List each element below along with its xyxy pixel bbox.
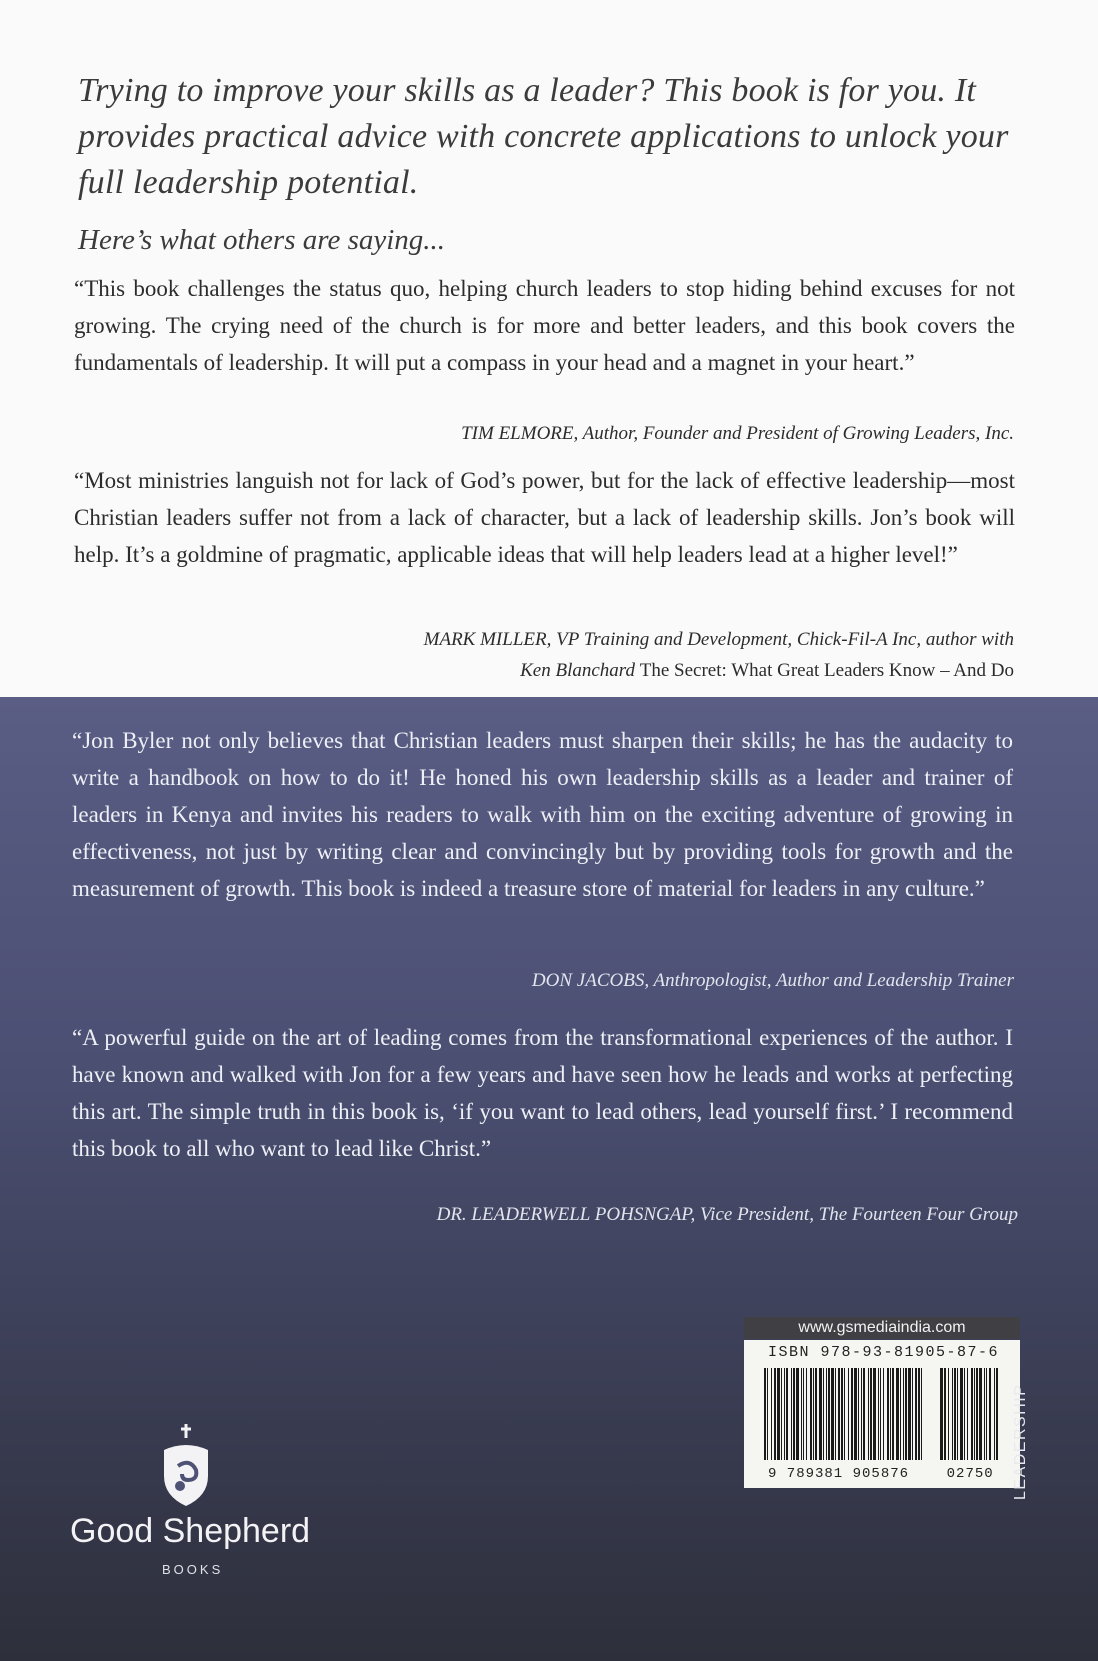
barcode-bar (841, 1368, 843, 1460)
barcode-bar (964, 1368, 965, 1460)
barcode-bar (815, 1368, 817, 1460)
barcode-bar (940, 1368, 943, 1460)
barcode-digits: 9 789381 905876 (768, 1466, 910, 1482)
quote-attribution: TIM ELMORE, Author, Founder and President of Growing Leaders, Inc. (461, 423, 1014, 444)
barcode-bar (767, 1368, 768, 1460)
barcode-bar (967, 1368, 968, 1460)
barcode-bar (878, 1368, 879, 1460)
barcode-bar (803, 1368, 804, 1460)
barcode-bar (905, 1368, 907, 1460)
attribution-line (424, 655, 1014, 686)
barcode-bar (883, 1368, 884, 1460)
publisher-logo (70, 1422, 330, 1602)
barcode-bar (880, 1368, 881, 1460)
barcode-bar (887, 1368, 889, 1460)
barcode-bar (890, 1368, 891, 1460)
barcode-bar (851, 1368, 853, 1460)
barcode-bar (861, 1368, 862, 1460)
barcode-panel (744, 1340, 1020, 1488)
barcode-bar (960, 1368, 963, 1460)
barcode-numbers (768, 1466, 994, 1482)
barcode-bar (944, 1368, 946, 1460)
barcode-bar (793, 1368, 795, 1460)
barcode-bar (873, 1368, 876, 1460)
barcode-bar (844, 1368, 845, 1460)
barcode-price-code: 02750 (946, 1466, 994, 1482)
barcode-bar (900, 1368, 901, 1460)
barcode-bar (986, 1368, 987, 1460)
barcode-bar (848, 1368, 849, 1460)
barcode-bar (918, 1368, 920, 1460)
barcode-bar (915, 1368, 917, 1460)
barcode-block (744, 1317, 1020, 1517)
barcode-bar (979, 1368, 982, 1460)
barcode-bar (984, 1368, 985, 1460)
testimonials-heading: Here’s what others are saying... (78, 224, 446, 256)
barcode-bar (870, 1368, 872, 1460)
barcode-bars (762, 1368, 1002, 1464)
isbn-text: ISBN 978-93-81905-87-6 (768, 1344, 1000, 1361)
barcode-bar (771, 1368, 772, 1460)
barcode-bar (786, 1368, 788, 1460)
barcode-bar (912, 1368, 913, 1460)
intro-text: Trying to improve your skills as a leader? This book is for you. It provides practical advice with concrete applications to unlock your full leadership potential. (78, 72, 1009, 201)
barcode-bar (976, 1368, 978, 1460)
category-label: LEADERSHIP (1012, 1383, 1029, 1500)
barcode-bar (952, 1368, 953, 1460)
barcode-bar (774, 1368, 776, 1460)
barcode-bar (921, 1368, 922, 1460)
quote-text: “A powerful guide on the art of leading comes from the transformational experiences of the author. I have known and walked with Jon for a few years and have seen how he leads and works at perfecting this art. The simple truth in this book is, ‘if you want to lead others, lead yourself first.’ I recommend this book to all who want to lead like Christ.” (72, 1025, 1013, 1161)
top-section (0, 0, 1098, 697)
barcode-bar (828, 1368, 830, 1460)
barcode-bar (781, 1368, 782, 1460)
barcode-bar (835, 1368, 836, 1460)
barcode-bar (858, 1368, 859, 1460)
barcode-bar (823, 1368, 824, 1460)
publisher-subname: BOOKS (162, 1562, 224, 1577)
shepherd-shield-icon (156, 1422, 216, 1508)
barcode-bar (791, 1368, 792, 1460)
barcode-bar (806, 1368, 807, 1460)
attribution-coauthor: Ken Blanchard (520, 660, 635, 681)
barcode-bar (863, 1368, 865, 1460)
publisher-name: Good Shepherd (70, 1512, 311, 1550)
barcode-bar (896, 1368, 899, 1460)
quote-attribution: DR. LEADERWELL POHSNGAP, Vice President, The Fourteen Four Group (436, 1204, 1018, 1225)
barcode-bar (854, 1368, 857, 1460)
barcode-bar (826, 1368, 827, 1460)
barcode-bar (868, 1368, 869, 1460)
barcode-bar (784, 1368, 785, 1460)
barcode-bar (989, 1368, 991, 1460)
barcode-bar (903, 1368, 904, 1460)
barcode-bar (954, 1368, 956, 1460)
barcode-bar (908, 1368, 911, 1460)
bottom-section (0, 697, 1098, 1661)
barcode-bar (948, 1368, 949, 1460)
publisher-url: www.gsmediaindia.com (744, 1317, 1020, 1339)
barcode-bar (777, 1368, 780, 1460)
barcode-bar (957, 1368, 958, 1460)
quote-text: “This book challenges the status quo, helping church leaders to stop hiding behind excuses for not growing. The crying need of the church is for more and better leaders, and this book covers the fundamentals of leadership. It will put a compass in your head and a magnet in your heart.” (74, 276, 1015, 375)
barcode-bar (831, 1368, 834, 1460)
barcode-bar (796, 1368, 799, 1460)
barcode-bar (801, 1368, 802, 1460)
attribution-line: MARK MILLER, VP Training and Development, Chick-Fil-A Inc, author with (423, 629, 1014, 650)
barcode-bar (994, 1368, 995, 1460)
quote-attribution: DON JACOBS, Anthropologist, Author and Leadership Trainer (531, 970, 1014, 991)
barcode-bar (892, 1368, 894, 1460)
barcode-bar (764, 1368, 766, 1460)
barcode-bar (971, 1368, 973, 1460)
quote-attribution (424, 624, 1014, 686)
barcode-bar (838, 1368, 840, 1460)
attribution-book-title: The Secret: What Great Leaders Know – And Do (639, 660, 1014, 681)
quote-text: “Jon Byler not only believes that Christian leaders must sharpen their skills; he has the audacity to write a handbook on how to do it! He honed his own leadership skills as a leader and trainer of leaders in Kenya and invites his readers to walk with him on the exciting adventure of growing in effectiveness, not just by writing clear and convincingly but by providing tools for growth and the measurement of growth. This book is indeed a treasure store of material for leaders in any culture.” (72, 728, 1013, 901)
barcode-bar (813, 1368, 814, 1460)
quote-text: “Most ministries languish not for lack of God’s power, but for the lack of effective leadership—most Christian leaders suffer not from a lack of character, but a lack of leadership skills. Jon’s book will help. It’s a goldmine of pragmatic, applicable ideas that will help leaders lead at a higher level!” (74, 468, 1015, 567)
barcode-bar (996, 1368, 998, 1460)
barcode-bar (810, 1368, 812, 1460)
barcode-bar (974, 1368, 975, 1460)
barcode-bar (819, 1368, 822, 1460)
